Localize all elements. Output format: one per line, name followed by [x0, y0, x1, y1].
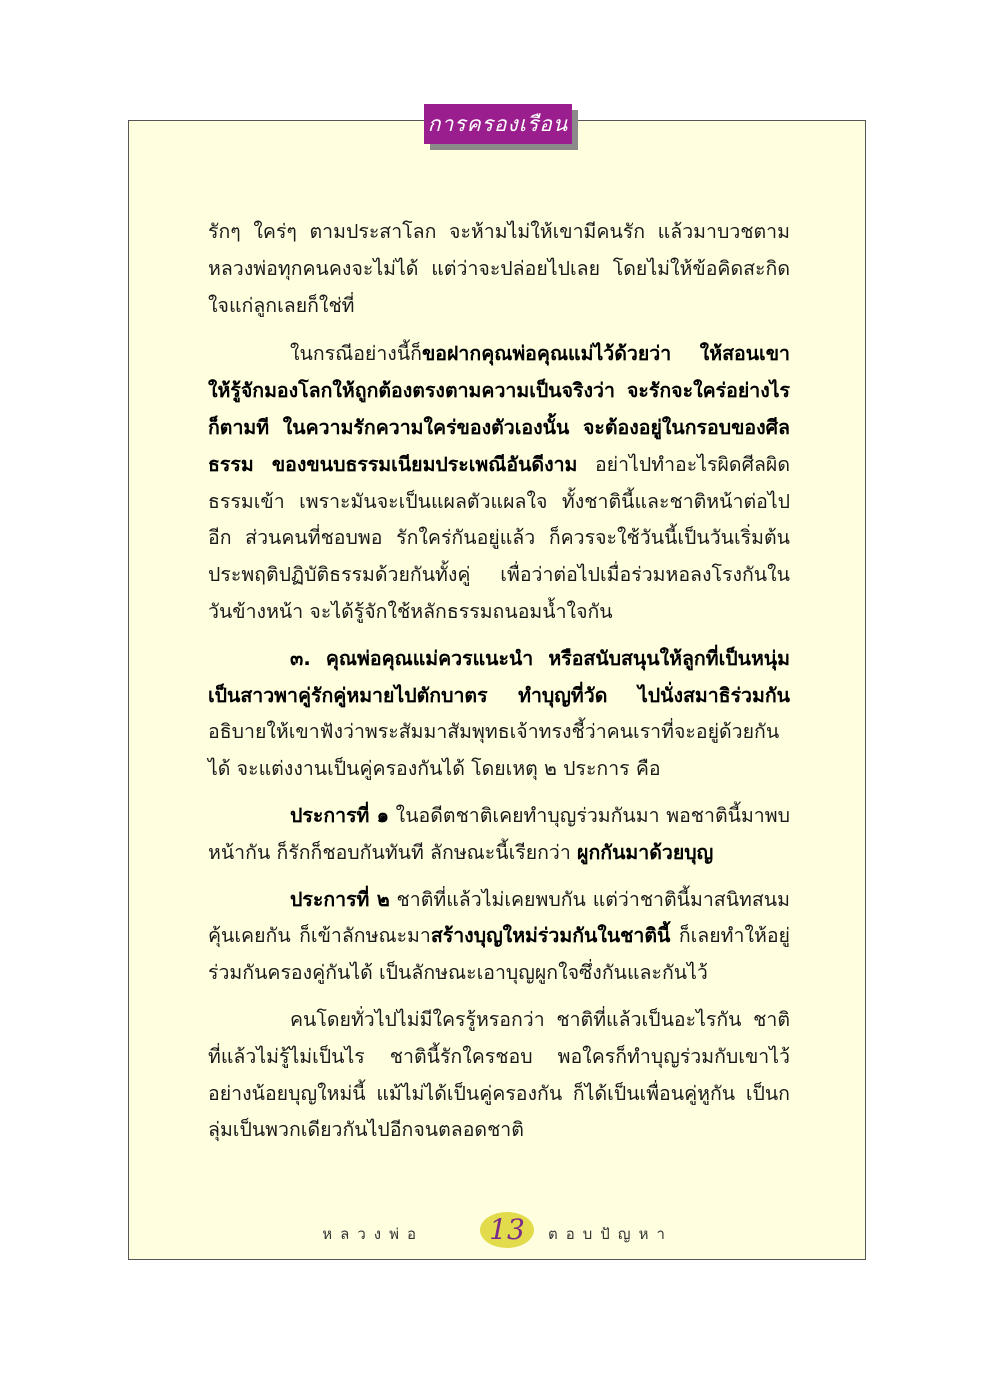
paragraph-3-rest: อธิบายให้เขาฟังว่าพระสัมมาสัมพุทธเจ้าทรงชี้ว่าคนเราที่จะอยู่ด้วยกันได้ จะแต่งงานเป็นคู่ครองกันได้ โดยเหตุ ๒ ประการ คือ [208, 720, 780, 781]
paragraph-2-emphasis: ขอฝากคุณพ่อคุณแม่ไว้ด้วยว่า ให้สอนเขาให้รู้จักมองโลกให้ถูกต้องตรงตามความเป็นจริงว่า จะรักจะใคร่อย่างไรก็ตามที ในความรักความใคร่ของตัวเองนั้น จะต้องอยู่ในกรอบของศีลธรรม ของขนบธรรมเนียมประเพณีอันดีงาม [208, 342, 790, 476]
paragraph-4 [208, 798, 790, 872]
page-footer [128, 1200, 866, 1260]
footer-right-text: ตอบปัญหา [548, 1225, 673, 1243]
paragraph-4-heading: ประการที่ ๑ [290, 803, 390, 827]
paragraph-2 [208, 336, 790, 630]
paragraph-4-emphasis: ผูกกันมาด้วยบุญ [577, 840, 714, 864]
paragraph-3-emphasis: ๓. คุณพ่อคุณแม่ควรแนะนำ หรือสนับสนุนให้ลูกที่เป็นหนุ่มเป็นสาวพาคู่รักคู่หมายไปตักบาตร ทำบุญที่วัด ไปนั่งสมาธิร่วมกัน [208, 646, 790, 707]
paragraph-3 [208, 641, 790, 788]
chapter-title: การครองเรือน [424, 104, 572, 144]
paragraph-5-rest: ก็เลยทำให้อยู่ร่วมกันครองคู่กันได้ เป็นลักษณะเอาบุญผูกใจซึ่งกันและกันไว้ [208, 924, 790, 985]
paragraph-5-emphasis: สร้างบุญใหม่ร่วมกันในชาตินี้ [430, 924, 671, 948]
paragraph-2-intro: ในกรณีอย่างนี้ก็ [290, 342, 422, 366]
paragraph-6 [208, 1002, 790, 1149]
paragraph-5-heading: ประการที่ ๒ [290, 887, 390, 911]
body-text [208, 214, 790, 1159]
paragraph-1 [208, 214, 790, 324]
paragraph-1-text: รักๆ ใคร่ๆ ตามประสาโลก จะห้ามไม่ให้เขามีคนรัก แล้วมาบวชตามหลวงพ่อทุกคนคงจะไม่ได้ แต่ว่าจะปล่อยไปเลย โดยไม่ให้ข้อคิดสะกิดใจแก่ลูกเลยก็ใช่ที่ [208, 220, 790, 317]
paragraph-2-rest: อย่าไปทำอะไรผิดศีลผิดธรรมเข้า เพราะมันจะเป็นแผลตัวแผลใจ ทั้งชาตินี้และชาติหน้าต่อไปอีก ส่วนคนที่ชอบพอ รักใคร่กันอยู่แล้ว ก็ควรจะใช้วันนี้เป็นวันเริ่มต้นประพฤติปฏิบัติธรรมด้วยกันทั้งคู่ เพื่อว่าต่อไปเมื่อร่วมหอลงโรงกันในวันข้างหน้า จะได้รู้จักใช้หลักธรรมถนอมน้ำใจกัน [208, 452, 790, 623]
paragraph-6-text: คนโดยทั่วไปไม่มีใครรู้หรอกว่า ชาติที่แล้วเป็นอะไรกัน ชาติที่แล้วไม่รู้ไม่เป็นไร ชาตินี้รักใครชอบ พอใครก็ทำบุญร่วมกับเขาไว้ อย่างน้อยบุญใหม่นี้ แม้ไม่ได้เป็นคู่ครองกัน ก็ได้เป็นเพื่อนคู่หูกัน เป็นกลุ่มเป็นพวกเดียวกันไปอีกจนตลอดชาติ [208, 1007, 790, 1142]
paragraph-5 [208, 882, 790, 992]
paragraph-5-text: ชาติที่แล้วไม่เคยพบกัน แต่ว่าชาตินี้มาสนิทสนมคุ้นเคยกัน ก็เข้าลักษณะมา [208, 887, 790, 948]
footer-left-text: หลวงพ่อ [322, 1225, 424, 1243]
page-number: 13 [489, 1213, 525, 1246]
paragraph-4-text: ในอดีตชาติเคยทำบุญร่วมกันมา พอชาตินี้มาพบหน้ากัน ก็รักก็ชอบกันทันที ลักษณะนี้เรียกว่า [208, 803, 790, 864]
